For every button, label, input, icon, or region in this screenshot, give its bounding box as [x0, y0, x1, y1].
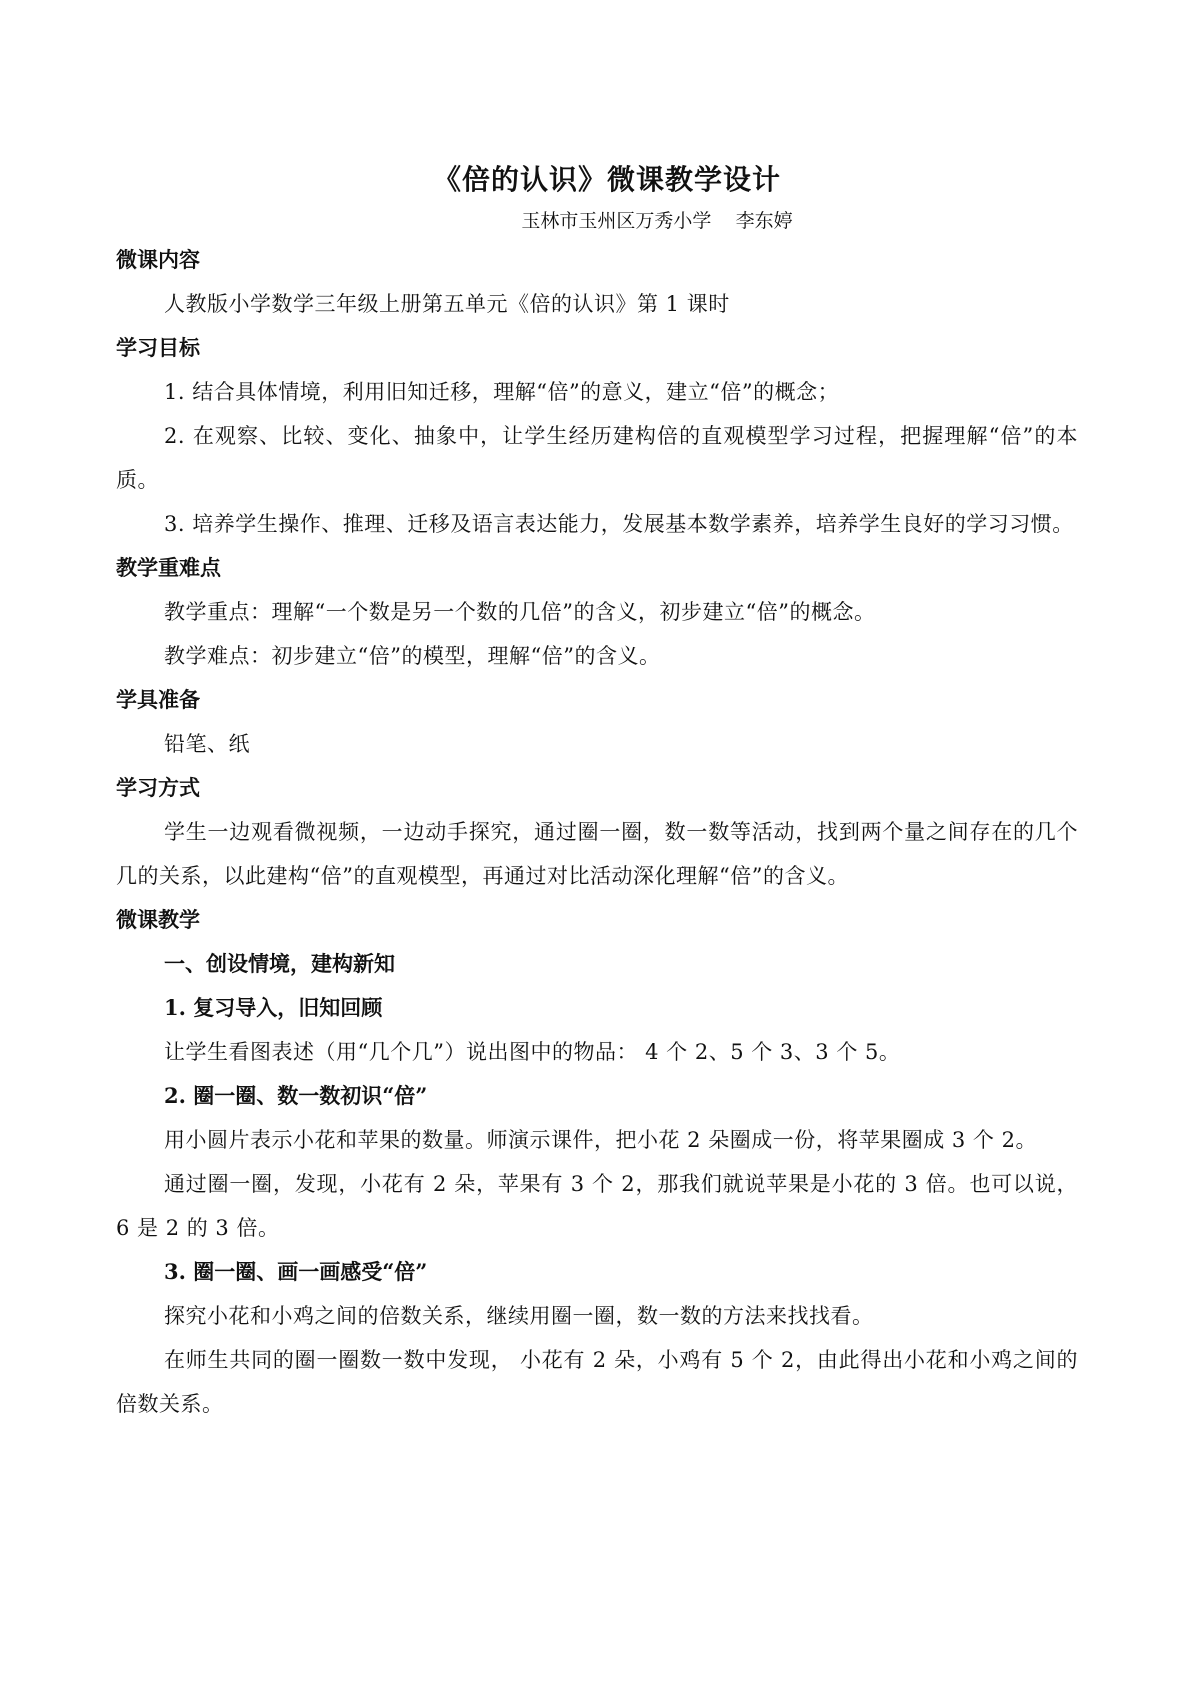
document-page	[116, 160, 1078, 1426]
paragraph: 用小圆片表示小花和苹果的数量。师演示课件，把小花 2 朵圈成一份，将苹果圈成 3 个 2。	[164, 1128, 1037, 1152]
step-heading: 2. 圈一圈、数一数初识“倍”	[164, 1083, 428, 1108]
objective-item: 3. 培养学生操作、推理、迁移及语言表达能力，发展基本数学素养，培养学生良好的学习习惯。	[164, 512, 1074, 536]
section-heading-key-points: 教学重难点	[116, 555, 221, 580]
paragraph: 铅笔、纸	[164, 732, 250, 756]
section-heading-teaching: 微课教学	[116, 907, 200, 932]
paragraph: 探究小花和小鸡之间的倍数关系，继续用圈一圈，数一数的方法来找找看。	[164, 1304, 874, 1328]
paragraph: 教学难点：初步建立“倍”的模型，理解“倍”的含义。	[164, 644, 661, 668]
section-heading-content: 微课内容	[116, 247, 200, 272]
paragraph: 在师生共同的圈一圈数一数中发现， 小花有 2 朵，小鸡有 5 个 2，由此得出小花和小鸡之间的倍数关系。	[116, 1348, 1078, 1416]
author-line: 玉林市玉州区万秀小学 李东婷	[521, 210, 793, 232]
step-heading: 1. 复习导入，旧知回顾	[164, 995, 383, 1020]
section-heading-materials: 学具准备	[116, 687, 200, 712]
objective-item: 2. 在观察、比较、变化、抽象中，让学生经历建构倍的直观模型学习过程，把握理解“倍”的本质。	[116, 424, 1078, 492]
section-heading-learning-method: 学习方式	[116, 775, 200, 800]
paragraph: 学生一边观看微视频，一边动手探究，通过圈一圈，数一数等活动，找到两个量之间存在的几个几的关系，以此建构“倍”的直观模型，再通过对比活动深化理解“倍”的含义。	[116, 820, 1078, 888]
paragraph: 人教版小学数学三年级上册第五单元《倍的认识》第 1 课时	[164, 292, 730, 316]
step-heading: 3. 圈一圈、画一画感受“倍”	[164, 1259, 428, 1284]
paragraph: 让学生看图表述（用“几个几”）说出图中的物品： 4 个 2、5 个 3、3 个 5。	[164, 1040, 901, 1064]
section-heading-objectives: 学习目标	[116, 335, 200, 360]
paragraph: 通过圈一圈，发现，小花有 2 朵，苹果有 3 个 2，那我们就说苹果是小花的 3 倍。也可以说，6 是 2 的 3 倍。	[116, 1172, 1078, 1240]
document-title: 《倍的认识》微课教学设计	[432, 163, 781, 196]
objective-item: 1. 结合具体情境，利用旧知迁移，理解“倍”的意义，建立“倍”的概念；	[164, 380, 840, 404]
subsection-heading: 一、创设情境，建构新知	[164, 951, 395, 976]
paragraph: 教学重点：理解“一个数是另一个数的几倍”的含义，初步建立“倍”的概念。	[164, 600, 876, 624]
